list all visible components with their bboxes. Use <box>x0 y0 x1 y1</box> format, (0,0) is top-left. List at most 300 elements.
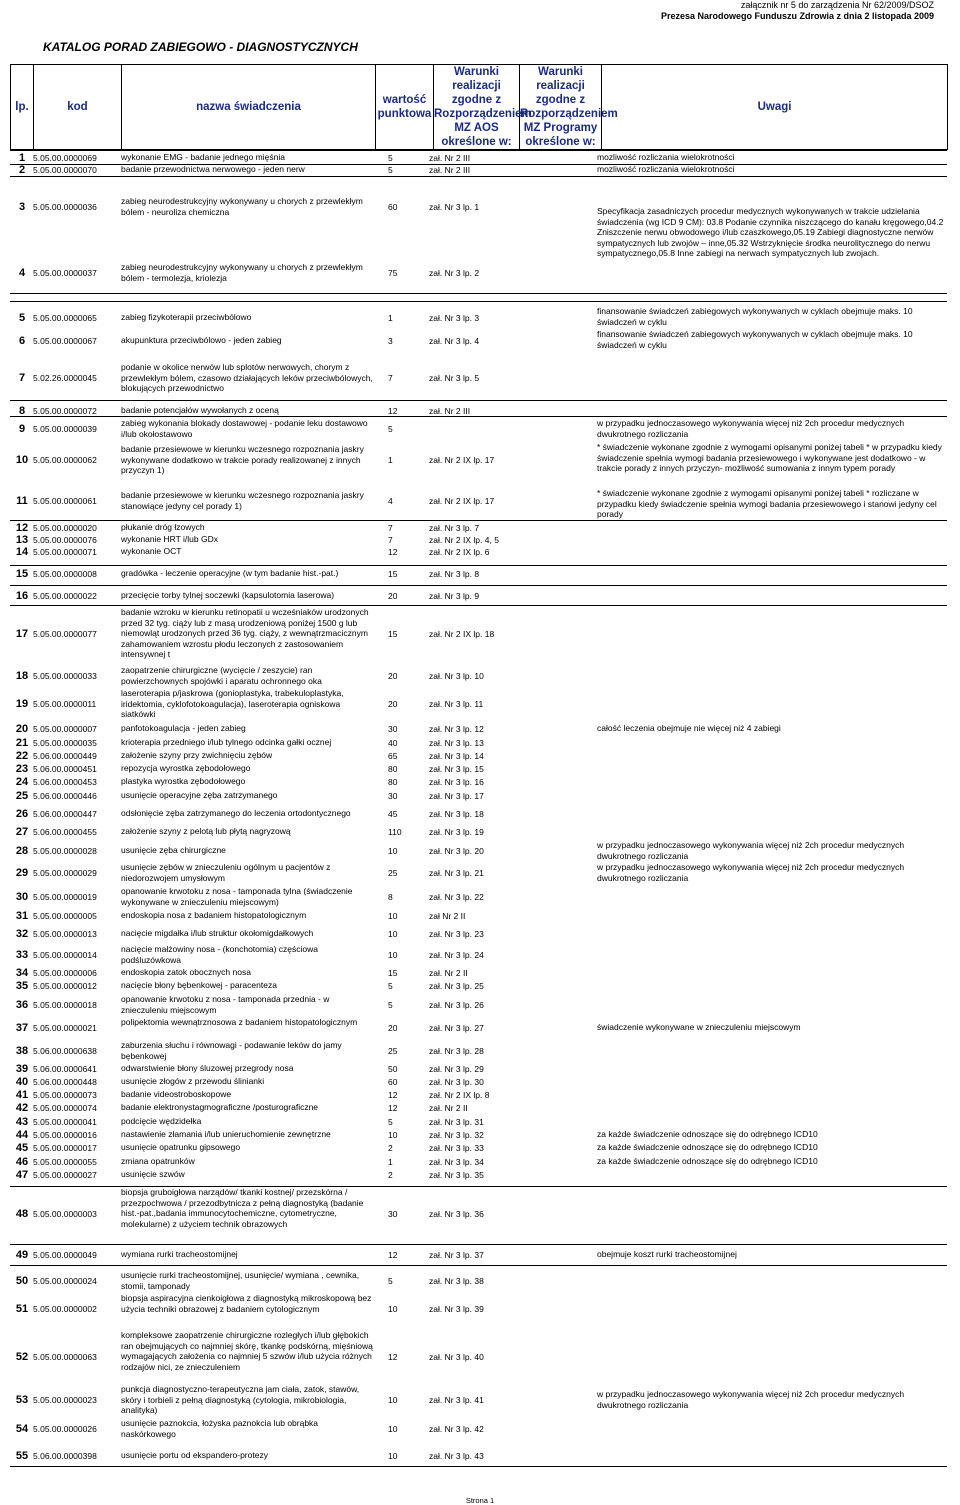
row-warunki-aos: zał. Nr 2 IX lp. 8 <box>429 1090 490 1100</box>
row-lp: 54 <box>15 1423 29 1435</box>
row-warunki-aos: zał. Nr 3 lp. 8 <box>429 569 480 579</box>
row-lp: 52 <box>15 1351 29 1363</box>
row-punkty: 10 <box>388 950 398 960</box>
row-nazwa: usunięcie złogów z przewodu ślinianki <box>121 1076 265 1086</box>
row-lp: 40 <box>15 1076 29 1088</box>
page-footer: Strona 1 <box>465 1496 495 1505</box>
row-uwagi <box>597 372 947 396</box>
row-punkty: 10 <box>388 911 398 921</box>
row-nazwa: endoskopia zatok obocznych nosa <box>121 967 251 977</box>
row-nazwa: nastawienie złamania i/lub unieruchomienie zewnętrzne <box>121 1129 331 1139</box>
row-punkty: 5 <box>388 153 393 163</box>
row-uwagi <box>597 1418 947 1442</box>
row-kod: 5.05.00.0000073 <box>33 1090 97 1100</box>
row-divider <box>10 400 947 401</box>
row-punkty: 30 <box>388 724 398 734</box>
row-nazwa: repozycja wyrostka zębodołowego <box>121 763 251 773</box>
row-kod: 5.05.00.0000070 <box>33 165 97 175</box>
row-kod: 5.05.00.0000029 <box>33 868 97 878</box>
row-uwagi: za każde świadczenie odnoszące się do odrębnego ICD10 <box>597 1129 818 1139</box>
row-nazwa: wymiana rurki tracheostomijnej <box>121 1249 238 1259</box>
row-warunki-aos: zał. Nr 3 lp. 10 <box>429 671 484 681</box>
row-lp: 35 <box>15 980 29 992</box>
row-kod: 5.06.00.0000451 <box>33 764 97 774</box>
row-divider <box>10 293 947 294</box>
row-punkty: 10 <box>388 846 398 856</box>
row-warunki-aos: zał. Nr 3 lp. 20 <box>429 846 484 856</box>
row-punkty: 80 <box>388 777 398 787</box>
row-lp: 47 <box>15 1169 29 1181</box>
row-lp: 9 <box>18 423 26 435</box>
row-warunki-aos: zał. Nr 3 lp. 23 <box>429 929 484 939</box>
row-lp: 26 <box>15 808 29 820</box>
row-kod: 5.05.00.0000011 <box>33 699 97 709</box>
row-uwagi: * świadczenie wykonane zgodnie z wymogami opisanymi poniżej tabeli * w przypadku kiedy świadczenie spełnia wymogi badania przesiewowego i wykonywane jest dodatkowo - w trakcie porady z innych przyczyn- możliwość sumowania z innym typem porady <box>597 442 942 474</box>
row-lp: 55 <box>15 1450 29 1462</box>
row-kod: 5.06.00.0000447 <box>33 809 97 819</box>
row-warunki-aos: zał. Nr 3 lp. 36 <box>429 1209 484 1219</box>
row-lp: 14 <box>15 546 29 558</box>
row-punkty: 4 <box>388 496 393 506</box>
row-warunki-aos: zał. Nr 3 lp. 11 <box>429 699 484 709</box>
row-kod: 5.05.00.0000074 <box>33 1103 97 1113</box>
row-warunki-aos: zał. Nr 3 lp. 33 <box>429 1143 484 1153</box>
row-uwagi: w przypadku jednoczasowego wykonywania więcej niż 2ch procedur medycznych dwukrotnego rozliczania <box>597 840 905 861</box>
row-kod: 5.05.00.0000019 <box>33 892 97 902</box>
row-warunki-aos: zał. Nr 2 IX lp. 17 <box>429 496 495 506</box>
row-lp: 19 <box>15 698 29 710</box>
row-uwagi <box>597 665 947 689</box>
row-lp: 4 <box>18 267 26 279</box>
row-warunki-aos: zał. Nr 2 IX lp. 6 <box>429 547 490 557</box>
row-punkty: 12 <box>388 1352 398 1362</box>
row-nazwa: usunięcie paznokcia, łożyska paznokcia lub obrąbka naskórkowego <box>121 1418 319 1439</box>
row-punkty: 30 <box>388 1209 398 1219</box>
row-punkty: 1 <box>388 455 393 465</box>
row-nazwa: badanie przesiewowe w kierunku wczesnego rozpoznania jaskry stanowiące jedyny cel porady 1) <box>121 490 364 511</box>
row-lp: 1 <box>18 152 26 164</box>
row-nazwa: zaburzenia słuchu i równowagi - podawanie leków do jamy bębenkowej <box>121 1040 342 1061</box>
row-kod: 5.05.00.0000008 <box>33 569 97 579</box>
row-warunki-aos: zał. Nr 2 IX lp. 4, 5 <box>429 535 499 545</box>
row-kod: 5.05.00.0000036 <box>33 202 97 212</box>
row-lp: 42 <box>15 1102 29 1114</box>
row-nazwa: biopsja gruboigłowa narządów/ tkanki kostnej/ przezskórna / przezpochwowa / przezodbytnicza z pełną diagnostyką (badanie hist.-pat.,badania immunocytochemiczne, cytometryczne, molekularne) z użyciem technik obrazowych <box>121 1187 364 1229</box>
row-lp: 28 <box>15 845 29 857</box>
col-header-nazwa: nazwa świadczenia <box>122 65 376 150</box>
row-warunki-aos: zał. Nr 3 lp. 15 <box>429 764 484 774</box>
row-uwagi: Specyfikacja zasadniczych procedur medycznych wykonywanych w trakcie udzielania świadczenia (wg ICD 9 CM): 03.8 Podanie czynnika niszczącego do kanału kręgowego,04.2 Zniszczenie nerwu obwodowego i/lub czaszkowego,05.19 Zabiegi diagnostyczne nerwów sympatycznych lub zwojów – inne,05.32 Wstrzyknięcie środka neurolitycznego do nerwu sympatycznego,05.8 Inne zabiegi na nerwach sympatycznych lub zwojach. <box>597 206 944 259</box>
row-kod: 5.06.00.0000449 <box>33 751 97 761</box>
row-lp: 31 <box>15 910 29 922</box>
row-nazwa: biopsja aspiracyjna cienkoigłowa z diagnostyką mikroskopową bez użycia techniki obrazowej z badaniem cytologicznym <box>121 1293 372 1314</box>
row-nazwa: usunięcie zęba chirurgiczne <box>121 845 226 855</box>
row-kod: 5.05.00.0000023 <box>33 1395 97 1405</box>
row-nazwa: badanie wzroku w kierunku retinopatii u wcześniaków urodzonych przed 32 tyg. ciąży lub z masą urodzeniową poniżej 1500 g lub niemowląt urodzonych przed 36 tyg. ciąży, z wewnątrzmacicznym zahamowaniem wzrostu płodu leczonych z zastosowaniem intensywnej t <box>121 607 369 660</box>
row-punkty: 8 <box>388 892 393 902</box>
row-warunki-aos: zał. Nr 2 II <box>429 1103 468 1113</box>
col-header-wartosc: wartość punktowa <box>376 65 434 150</box>
row-punkty: 20 <box>388 671 398 681</box>
row-warunki-aos: zał. Nr 3 lp. 38 <box>429 1276 484 1286</box>
row-punkty: 5 <box>388 1000 393 1010</box>
row-lp: 6 <box>18 335 26 347</box>
row-warunki-aos: zał. Nr 3 lp. 13 <box>429 738 484 748</box>
row-nazwa: zabieg wykonania blokady dostawowej - podanie leku dostawowo i/lub okołostawowo <box>121 418 368 439</box>
row-lp: 53 <box>15 1394 29 1406</box>
row-lp: 5 <box>18 312 26 324</box>
row-uwagi <box>597 1330 947 1354</box>
row-uwagi <box>597 886 947 910</box>
row-nazwa: usunięcie operacyjne zęba zatrzymanego <box>121 790 278 800</box>
col-header-aos: Warunki realizacji zgodne z Rozporządzeniem MZ AOS określone w: <box>434 66 532 148</box>
row-warunki-aos: zał. Nr 3 lp. 27 <box>429 1023 484 1033</box>
row-divider <box>10 301 947 302</box>
row-lp: 13 <box>15 534 29 546</box>
row-punkty: 12 <box>388 406 398 416</box>
row-nazwa: usunięcie opatrunku gipsowego <box>121 1142 241 1152</box>
row-kod: 5.05.00.0000005 <box>33 911 97 921</box>
row-kod: 5.05.00.0000062 <box>33 455 97 465</box>
row-kod: 5.05.00.0000026 <box>33 1424 97 1434</box>
row-lp: 30 <box>15 891 29 903</box>
row-uwagi <box>597 568 947 592</box>
row-kod: 5.05.00.0000016 <box>33 1130 97 1140</box>
row-nazwa: wykonanie EMG - badanie jednego mięśnia <box>121 152 285 162</box>
row-kod: 5.05.00.0000006 <box>33 968 97 978</box>
row-kod: 5.05.00.0000003 <box>33 1209 97 1219</box>
row-punkty: 1 <box>388 1157 393 1167</box>
row-lp: 21 <box>15 737 29 749</box>
row-kod: 5.05.00.0000033 <box>33 671 97 681</box>
row-warunki-aos: zał. Nr 3 lp. 42 <box>429 1424 484 1434</box>
row-warunki-aos: zał. Nr 3 lp. 29 <box>429 1064 484 1074</box>
row-nazwa: zabieg fizykoterapii przeciwbólowo <box>121 312 252 322</box>
row-lp: 49 <box>15 1249 29 1261</box>
row-kod: 5.02.26.0000045 <box>33 373 97 383</box>
row-punkty: 25 <box>388 868 398 878</box>
page-title: KATALOG PORAD ZABIEGOWO - DIAGNOSTYCZNYCH <box>43 40 358 54</box>
row-punkty: 7 <box>388 535 393 545</box>
row-kod: 5.05.00.0000072 <box>33 406 97 416</box>
row-uwagi <box>597 688 947 712</box>
row-lp: 39 <box>15 1063 29 1075</box>
row-nazwa: nacięcie migdałka i/lub struktur okołomigdałkowych <box>121 928 314 938</box>
row-punkty: 25 <box>388 1046 398 1056</box>
row-nazwa: badanie videostroboskopowe <box>121 1089 232 1099</box>
row-nazwa: laseroterapia p/jaskrowa (gonioplastyka, trabekuloplastyka, iridektomia, cyklofotokoagulacja), laseroterapia ogniskowa siatkówki <box>121 688 344 720</box>
row-warunki-aos: zał. Nr 3 lp. 16 <box>429 777 484 787</box>
row-warunki-aos: zał. Nr 3 lp. 19 <box>429 827 484 837</box>
row-nazwa: badanie przesiewowe w kierunku wczesnego rozpoznania jaskry wykonywane dodatkowo w trakcie porady realizowanej z innych przyczyn 1) <box>121 444 364 476</box>
row-lp: 37 <box>15 1022 29 1034</box>
row-nazwa: wykonanie HRT i/lub GDx <box>121 534 219 544</box>
row-nazwa: kompleksowe zaopatrzenie chirurgiczne rozległych i/lub głębokich ran obejmujących co najmniej skórę, tkankę podskórną, mięśniową wymagających założenia co najmniej 5 szwów i/lub użycia różnych rodzajów nici, ze znieczuleniem <box>121 1330 373 1372</box>
row-uwagi: całość leczenia obejmuje nie więcej niż 4 zabiegi <box>597 723 781 733</box>
row-punkty: 10 <box>388 1130 398 1140</box>
row-kod: 5.06.00.0000453 <box>33 777 97 787</box>
row-warunki-aos: zał. Nr 3 lp. 40 <box>429 1352 484 1362</box>
row-warunki-aos: zał. Nr 3 lp. 22 <box>429 892 484 902</box>
row-punkty: 10 <box>388 929 398 939</box>
row-warunki-aos: zał. Nr 3 lp. 1 <box>429 202 480 212</box>
row-uwagi: finansowanie świadczeń zabiegowych wykonywanych w cyklach obejmuje maks. 10 świadczeń w cyklu <box>597 329 913 350</box>
row-lp: 43 <box>15 1116 29 1128</box>
row-kod: 5.05.00.0000071 <box>33 547 97 557</box>
row-kod: 5.05.00.0000014 <box>33 950 97 960</box>
row-kod: 5.05.00.0000021 <box>33 1023 97 1033</box>
row-punkty: 5 <box>388 1117 393 1127</box>
row-nazwa: płukanie dróg łzowych <box>121 522 205 532</box>
row-punkty: 1 <box>388 313 393 323</box>
row-kod: 5.05.00.0000022 <box>33 591 97 601</box>
row-uwagi <box>597 1040 947 1064</box>
row-lp: 7 <box>18 372 26 384</box>
row-punkty: 40 <box>388 738 398 748</box>
row-nazwa: usunięcie portu od ekspandero-protezy <box>121 1450 268 1460</box>
row-lp: 45 <box>15 1142 29 1154</box>
row-uwagi: za każde świadczenie odnoszące się do odrębnego ICD10 <box>597 1142 818 1152</box>
row-kod: 5.05.00.0000024 <box>33 1276 97 1286</box>
row-lp: 50 <box>15 1275 29 1287</box>
row-warunki-aos: zał. Nr 3 lp. 5 <box>429 373 480 383</box>
row-kod: 5.05.00.0000037 <box>33 268 97 278</box>
row-lp: 27 <box>15 826 29 838</box>
row-warunki-aos: zał. Nr 3 lp. 14 <box>429 751 484 761</box>
row-lp: 29 <box>15 867 29 879</box>
row-nazwa: badanie elektronystagmograficzne /posturograficzne <box>121 1102 319 1112</box>
row-punkty: 10 <box>388 1424 398 1434</box>
row-kod: 5.05.00.0000018 <box>33 1000 97 1010</box>
row-warunki-aos: zał. Nr 3 lp. 31 <box>429 1117 484 1127</box>
row-punkty: 10 <box>388 1451 398 1461</box>
row-uwagi: za każde świadczenie odnoszące się do odrębnego ICD10 <box>597 1156 818 1166</box>
row-kod: 5.05.00.0000012 <box>33 981 97 991</box>
row-lp: 41 <box>15 1089 29 1101</box>
row-nazwa: gradówka - leczenie operacyjne (w tym badanie hist.-pat.) <box>121 568 339 578</box>
row-nazwa: opanowanie krwotoku z nosa - tamponada przednia - w znieczuleniu miejscowym <box>121 994 330 1015</box>
row-warunki-aos: zał. Nr 3 lp. 4 <box>429 336 480 346</box>
row-punkty: 15 <box>388 968 398 978</box>
row-kod: 5.05.00.0000027 <box>33 1170 97 1180</box>
row-lp: 17 <box>15 628 29 640</box>
row-nazwa: nacięcie małżowiny nosa - (konchotomia) częściowa podśluzówkowa <box>121 944 318 965</box>
row-lp: 36 <box>15 999 29 1011</box>
row-nazwa: zmiana opatrunków <box>121 1156 195 1166</box>
row-warunki-aos: zał. Nr 3 lp. 32 <box>429 1130 484 1140</box>
row-nazwa: usunięcie szwów <box>121 1169 185 1179</box>
row-warunki-aos: zał. Nr 2 II <box>429 968 468 978</box>
row-kod: 5.05.00.0000020 <box>33 523 97 533</box>
row-uwagi <box>597 1450 947 1474</box>
row-nazwa: punkcja diagnostyczno-terapeutyczna jam ciała, zatok, stawów, skóry i torbieli z pełną diagnostyką (cytologia, mikrobiologia, analityka) <box>121 1384 360 1416</box>
row-lp: 2 <box>18 164 26 176</box>
row-kod: 5.05.00.0000035 <box>33 738 97 748</box>
row-lp: 18 <box>15 670 29 682</box>
row-uwagi <box>597 607 947 631</box>
row-lp: 16 <box>15 590 29 602</box>
row-warunki-aos: zał. Nr 3 lp. 28 <box>429 1046 484 1056</box>
row-kod: 5.06.00.0000446 <box>33 791 97 801</box>
row-kod: 5.05.00.0000065 <box>33 313 97 323</box>
table-header <box>10 64 948 150</box>
row-kod: 5.05.00.0000002 <box>33 1304 97 1314</box>
row-lp: 20 <box>15 723 29 735</box>
row-nazwa: zaopatrzenie chirurgiczne (wycięcie / zeszycie) ran powierzchownych spojówki i aparatu ochronnego oka <box>121 665 322 686</box>
row-kod: 5.06.00.0000455 <box>33 827 97 837</box>
row-warunki-aos: zał. Nr 3 lp. 7 <box>429 523 480 533</box>
row-uwagi <box>597 546 947 570</box>
row-warunki-aos: zał. Nr 2 III <box>429 406 471 416</box>
row-uwagi <box>597 1187 947 1211</box>
row-warunki-aos: zał. Nr 3 lp. 30 <box>429 1077 484 1087</box>
row-kod: 5.06.00.0000638 <box>33 1046 97 1056</box>
row-uwagi: finansowanie świadczeń zabiegowych wykonywanych w cyklach obejmuje maks. 10 świadczeń w cyklu <box>597 306 913 327</box>
row-lp: 25 <box>15 790 29 802</box>
row-kod: 5.05.00.0000077 <box>33 629 97 639</box>
row-kod: 5.05.00.0000017 <box>33 1143 97 1153</box>
row-warunki-aos: zał. Nr 3 lp. 35 <box>429 1170 484 1180</box>
row-punkty: 50 <box>388 1064 398 1074</box>
row-nazwa: endoskopia nosa z badaniem histopatologicznym <box>121 910 307 920</box>
row-warunki-aos: zał. Nr 3 lp. 3 <box>429 313 480 323</box>
row-divider <box>10 150 947 151</box>
row-uwagi: * świadczenie wykonane zgodnie z wymogami opisanymi poniżej tabeli * rozliczane w przypadku kiedy świadczenie spełnia wymogi badania przesiewowego i stanowi jedyny cel porady <box>597 488 937 520</box>
row-punkty: 3 <box>388 336 393 346</box>
row-uwagi <box>597 994 947 1018</box>
row-warunki-aos: zał. Nr 2 IX lp. 17 <box>429 455 495 465</box>
row-lp: 24 <box>15 776 29 788</box>
col-header-kod: kod <box>34 65 122 150</box>
row-punkty: 10 <box>388 1304 398 1314</box>
row-kod: 5.05.00.0000049 <box>33 1250 97 1260</box>
row-warunki-aos: zał. Nr 3 lp. 12 <box>429 724 484 734</box>
row-punkty: 7 <box>388 523 393 533</box>
row-uwagi: w przypadku jednoczasowego wykonywania więcej niż 2ch procedur medycznych dwukrotnego rozliczania <box>597 418 905 439</box>
row-warunki-aos: zał. Nr 3 lp. 17 <box>429 791 484 801</box>
row-warunki-aos: zał. Nr 3 lp. 37 <box>429 1250 484 1260</box>
col-header-programy: Warunki realizacji zgodne z Rozporządzeniem MZ Programy określone w: <box>520 66 618 148</box>
row-kod: 5.05.00.0000067 <box>33 336 97 346</box>
row-nazwa: zabieg neurodestrukcyjny wykonywany u chorych z przewlekłym bólem - termolezja, kriolezja <box>121 262 363 283</box>
row-punkty: 10 <box>388 1395 398 1405</box>
attachment-note: załącznik nr 5 do zarządzenia Nr 62/2009/DSOZ <box>740 0 934 10</box>
row-lp: 38 <box>15 1045 29 1057</box>
row-punkty: 7 <box>388 373 393 383</box>
row-nazwa: przecięcie torby tylnej soczewki (kapsulotomia laserowa) <box>121 590 335 600</box>
row-punkty: 30 <box>388 791 398 801</box>
row-kod: 5.05.00.0000076 <box>33 535 97 545</box>
row-kod: 5.05.00.0000028 <box>33 846 97 856</box>
row-punkty: 2 <box>388 1170 393 1180</box>
row-uwagi <box>597 262 947 286</box>
row-lp: 44 <box>15 1129 29 1141</box>
issuer-note: Prezesa Narodowego Funduszu Zdrowia z dnia 2 listopada 2009 <box>660 11 934 21</box>
row-divider <box>10 1244 947 1245</box>
row-lp: 8 <box>18 405 26 417</box>
row-warunki-aos: zał. Nr 2 III <box>429 165 471 175</box>
row-kod: 5.06.00.0000398 <box>33 1451 97 1461</box>
row-uwagi: mozliwość rozliczania wielokrotności <box>597 164 735 174</box>
row-punkty: 75 <box>388 268 398 278</box>
row-warunki-aos: zał. Nr 3 lp. 21 <box>429 868 484 878</box>
row-punkty: 12 <box>388 1250 398 1260</box>
row-kod: 5.05.00.0000063 <box>33 1352 97 1362</box>
row-nazwa: panfotokoagulacja - jeden zabieg <box>121 723 246 733</box>
row-lp: 33 <box>15 949 29 961</box>
row-uwagi <box>597 944 947 968</box>
row-nazwa: badanie potencjałów wywołanych z oceną <box>121 405 279 415</box>
row-uwagi: świadczenie wykonywane w znieczuleniu miejscowym <box>597 1022 801 1032</box>
row-warunki-aos: zał. Nr 3 lp. 9 <box>429 591 480 601</box>
row-lp: 23 <box>15 763 29 775</box>
row-lp: 15 <box>15 568 29 580</box>
row-lp: 12 <box>15 522 29 534</box>
row-punkty: 5 <box>388 424 393 434</box>
row-nazwa: usunięcie rurki tracheostomijnej, usunięcie/ wymiana , cewnika, stomii, tamponady <box>121 1270 360 1291</box>
row-punkty: 45 <box>388 809 398 819</box>
row-nazwa: założenie szyny z pelotą lub płytą nagryzową <box>121 826 291 836</box>
row-nazwa: wykonanie OCT <box>121 546 182 556</box>
row-warunki-aos: zał. Nr 3 lp. 41 <box>429 1395 484 1405</box>
row-uwagi: w przypadku jednoczasowego wykonywania więcej niż 2ch procedur medycznych dwukrotnego rozliczania <box>597 1389 905 1410</box>
row-nazwa: badanie przewodnictwa nerwowego - jeden nerw <box>121 164 305 174</box>
row-warunki-aos: zał. Nr 3 lp. 39 <box>429 1304 484 1314</box>
row-punkty: 60 <box>388 202 398 212</box>
row-punkty: 12 <box>388 1090 398 1100</box>
row-nazwa: zabieg neurodestrukcyjny wykonywany u chorych z przewlekłym bólem - neuroliza chemiczna <box>121 196 363 217</box>
row-nazwa: krioterapia przedniego i/lub tylnego odcinka gałki ocznej <box>121 737 332 747</box>
row-punkty: 80 <box>388 764 398 774</box>
row-kod: 5.06.00.0000448 <box>33 1077 97 1087</box>
row-punkty: 15 <box>388 629 398 639</box>
row-uwagi: mozliwość rozliczania wielokrotności <box>597 152 735 162</box>
row-warunki-aos: zał. Nr 3 lp. 26 <box>429 1000 484 1010</box>
row-lp: 10 <box>15 454 29 466</box>
row-nazwa: nacięcie błony bębenkowej - paracenteza <box>121 980 277 990</box>
row-lp: 48 <box>15 1208 29 1220</box>
row-lp: 34 <box>15 967 29 979</box>
row-punkty: 5 <box>388 1276 393 1286</box>
row-lp: 3 <box>18 201 26 213</box>
row-kod: 5.05.00.0000007 <box>33 724 97 734</box>
row-warunki-aos: zał. Nr 3 lp. 18 <box>429 809 484 819</box>
row-nazwa: założenie szyny przy zwichnięciu zębów <box>121 750 273 760</box>
col-header-lp: lp. <box>11 65 34 150</box>
row-warunki-aos: zał Nr 2 II <box>429 911 466 921</box>
row-lp: 51 <box>15 1303 29 1315</box>
row-kod: 5.06.00.0000641 <box>33 1064 97 1074</box>
row-punkty: 15 <box>388 569 398 579</box>
row-uwagi <box>597 1293 947 1317</box>
row-uwagi: w przypadku jednoczasowego wykonywania więcej niż 2ch procedur medycznych dwukrotnego rozliczania <box>597 862 905 883</box>
row-lp: 11 <box>16 495 28 507</box>
row-warunki-aos: zał. Nr 3 lp. 25 <box>429 981 484 991</box>
row-warunki-aos <box>429 424 514 435</box>
row-nazwa: podcięcie wędzidełka <box>121 1116 202 1126</box>
row-punkty: 20 <box>388 1023 398 1033</box>
row-punkty: 60 <box>388 1077 398 1087</box>
row-nazwa: odsłonięcie zęba zatrzymanego do leczenia ortodontycznego <box>121 808 351 818</box>
row-warunki-aos: zał. Nr 2 III <box>429 153 471 163</box>
row-punkty: 110 <box>388 827 402 837</box>
row-punkty: 65 <box>388 751 398 761</box>
row-uwagi: obejmuje koszt rurki tracheostomijnej <box>597 1249 737 1259</box>
row-kod: 5.05.00.0000069 <box>33 153 97 163</box>
row-warunki-aos: zał. Nr 3 lp. 34 <box>429 1157 484 1167</box>
row-nazwa: opanowanie krwotoku z nosa - tamponada tylna (świadczenie wykonywane w znieczuleniu miejscowym) <box>121 886 353 907</box>
row-punkty: 5 <box>388 981 393 991</box>
